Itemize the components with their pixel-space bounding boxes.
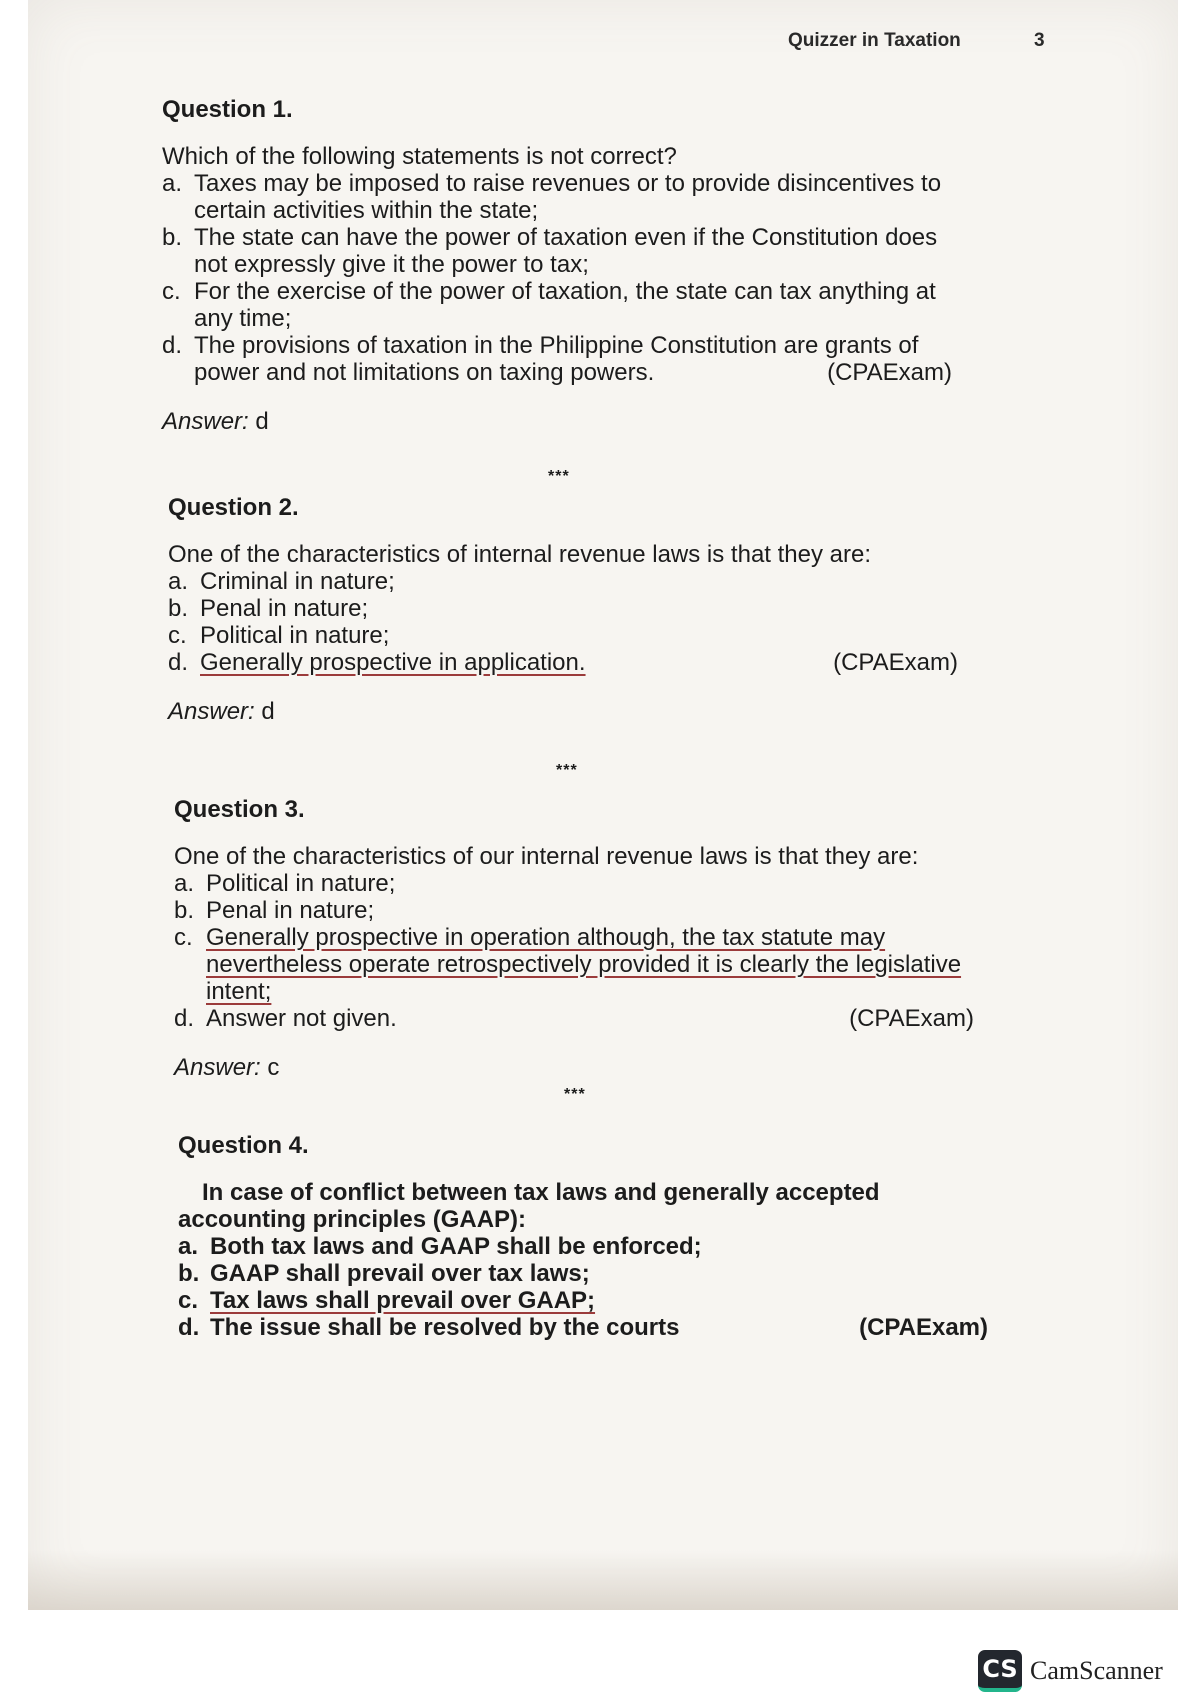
choice-d: d. Answer not given. (174, 1005, 397, 1032)
choice-a: a. Criminal in nature; (168, 568, 395, 595)
choice-b: b. Penal in nature; (168, 595, 369, 622)
question-title: Question 1. (162, 96, 293, 123)
question-stem: In case of conflict between tax laws and generally accepted accounting principles (GAAP): (178, 1179, 880, 1233)
question-2 (168, 494, 958, 725)
source-tag: (CPAExam) (833, 649, 958, 676)
separator: *** (556, 762, 578, 779)
question-stem: One of the characteristics of internal revenue laws is that they are: (168, 541, 872, 568)
choice-d: d. The issue shall be resolved by the courts (178, 1314, 680, 1341)
camscanner-logo-icon: CS (978, 1650, 1022, 1692)
separator: *** (564, 1086, 586, 1103)
answer: Answer: c (174, 1054, 280, 1081)
choice-d: d. The provisions of taxation in the Philippine Constitution are grants of power and not limitations on taxing powers. (162, 332, 919, 386)
separator: *** (548, 468, 570, 485)
question-title: Question 3. (174, 796, 305, 823)
question-stem: Which of the following statements is not correct? (162, 143, 677, 170)
source-tag: (CPAExam) (827, 359, 952, 386)
page-header (788, 30, 1045, 52)
answer: Answer: d (162, 408, 269, 435)
camscanner-watermark (978, 1650, 1163, 1692)
camscanner-name: CamScanner (1030, 1656, 1163, 1685)
choice-a: a. Political in nature; (174, 870, 396, 897)
choice-c: c. Generally prospective in operation although, the tax statute may nevertheless operate retrospectively provided it is clearly the legislative intent; (174, 924, 962, 1005)
choice-b: b. Penal in nature; (174, 897, 375, 924)
question-4 (178, 1132, 988, 1341)
source-tag: (CPAExam) (849, 1005, 974, 1032)
choice-a: a. Taxes may be imposed to raise revenues or to provide disincentives to certain activities within the state; (162, 170, 942, 224)
source-tag: (CPAExam) (859, 1314, 988, 1341)
choice-c: c. Tax laws shall prevail over GAAP; (178, 1287, 596, 1314)
choice-d: d. Generally prospective in application. (168, 649, 586, 676)
question-title: Question 2. (168, 494, 299, 521)
question-1 (162, 96, 952, 435)
book-title: Quizzer in Taxation (788, 30, 961, 51)
choice-b: b. GAAP shall prevail over tax laws; (178, 1260, 590, 1287)
answer: Answer: d (168, 698, 275, 725)
question-stem: One of the characteristics of our internal revenue laws is that they are: (174, 843, 919, 870)
choice-c: c. Political in nature; (168, 622, 390, 649)
question-3 (174, 796, 974, 1081)
scanned-page (28, 0, 1178, 1610)
page-number: 3 (1034, 30, 1045, 51)
choice-c: c. For the exercise of the power of taxation, the state can tax anything at any time; (162, 278, 936, 332)
question-title: Question 4. (178, 1132, 309, 1159)
choice-a: a. Both tax laws and GAAP shall be enforced; (178, 1233, 702, 1260)
choice-b: b. The state can have the power of taxation even if the Constitution does not expressly give it the power to tax; (162, 224, 938, 278)
